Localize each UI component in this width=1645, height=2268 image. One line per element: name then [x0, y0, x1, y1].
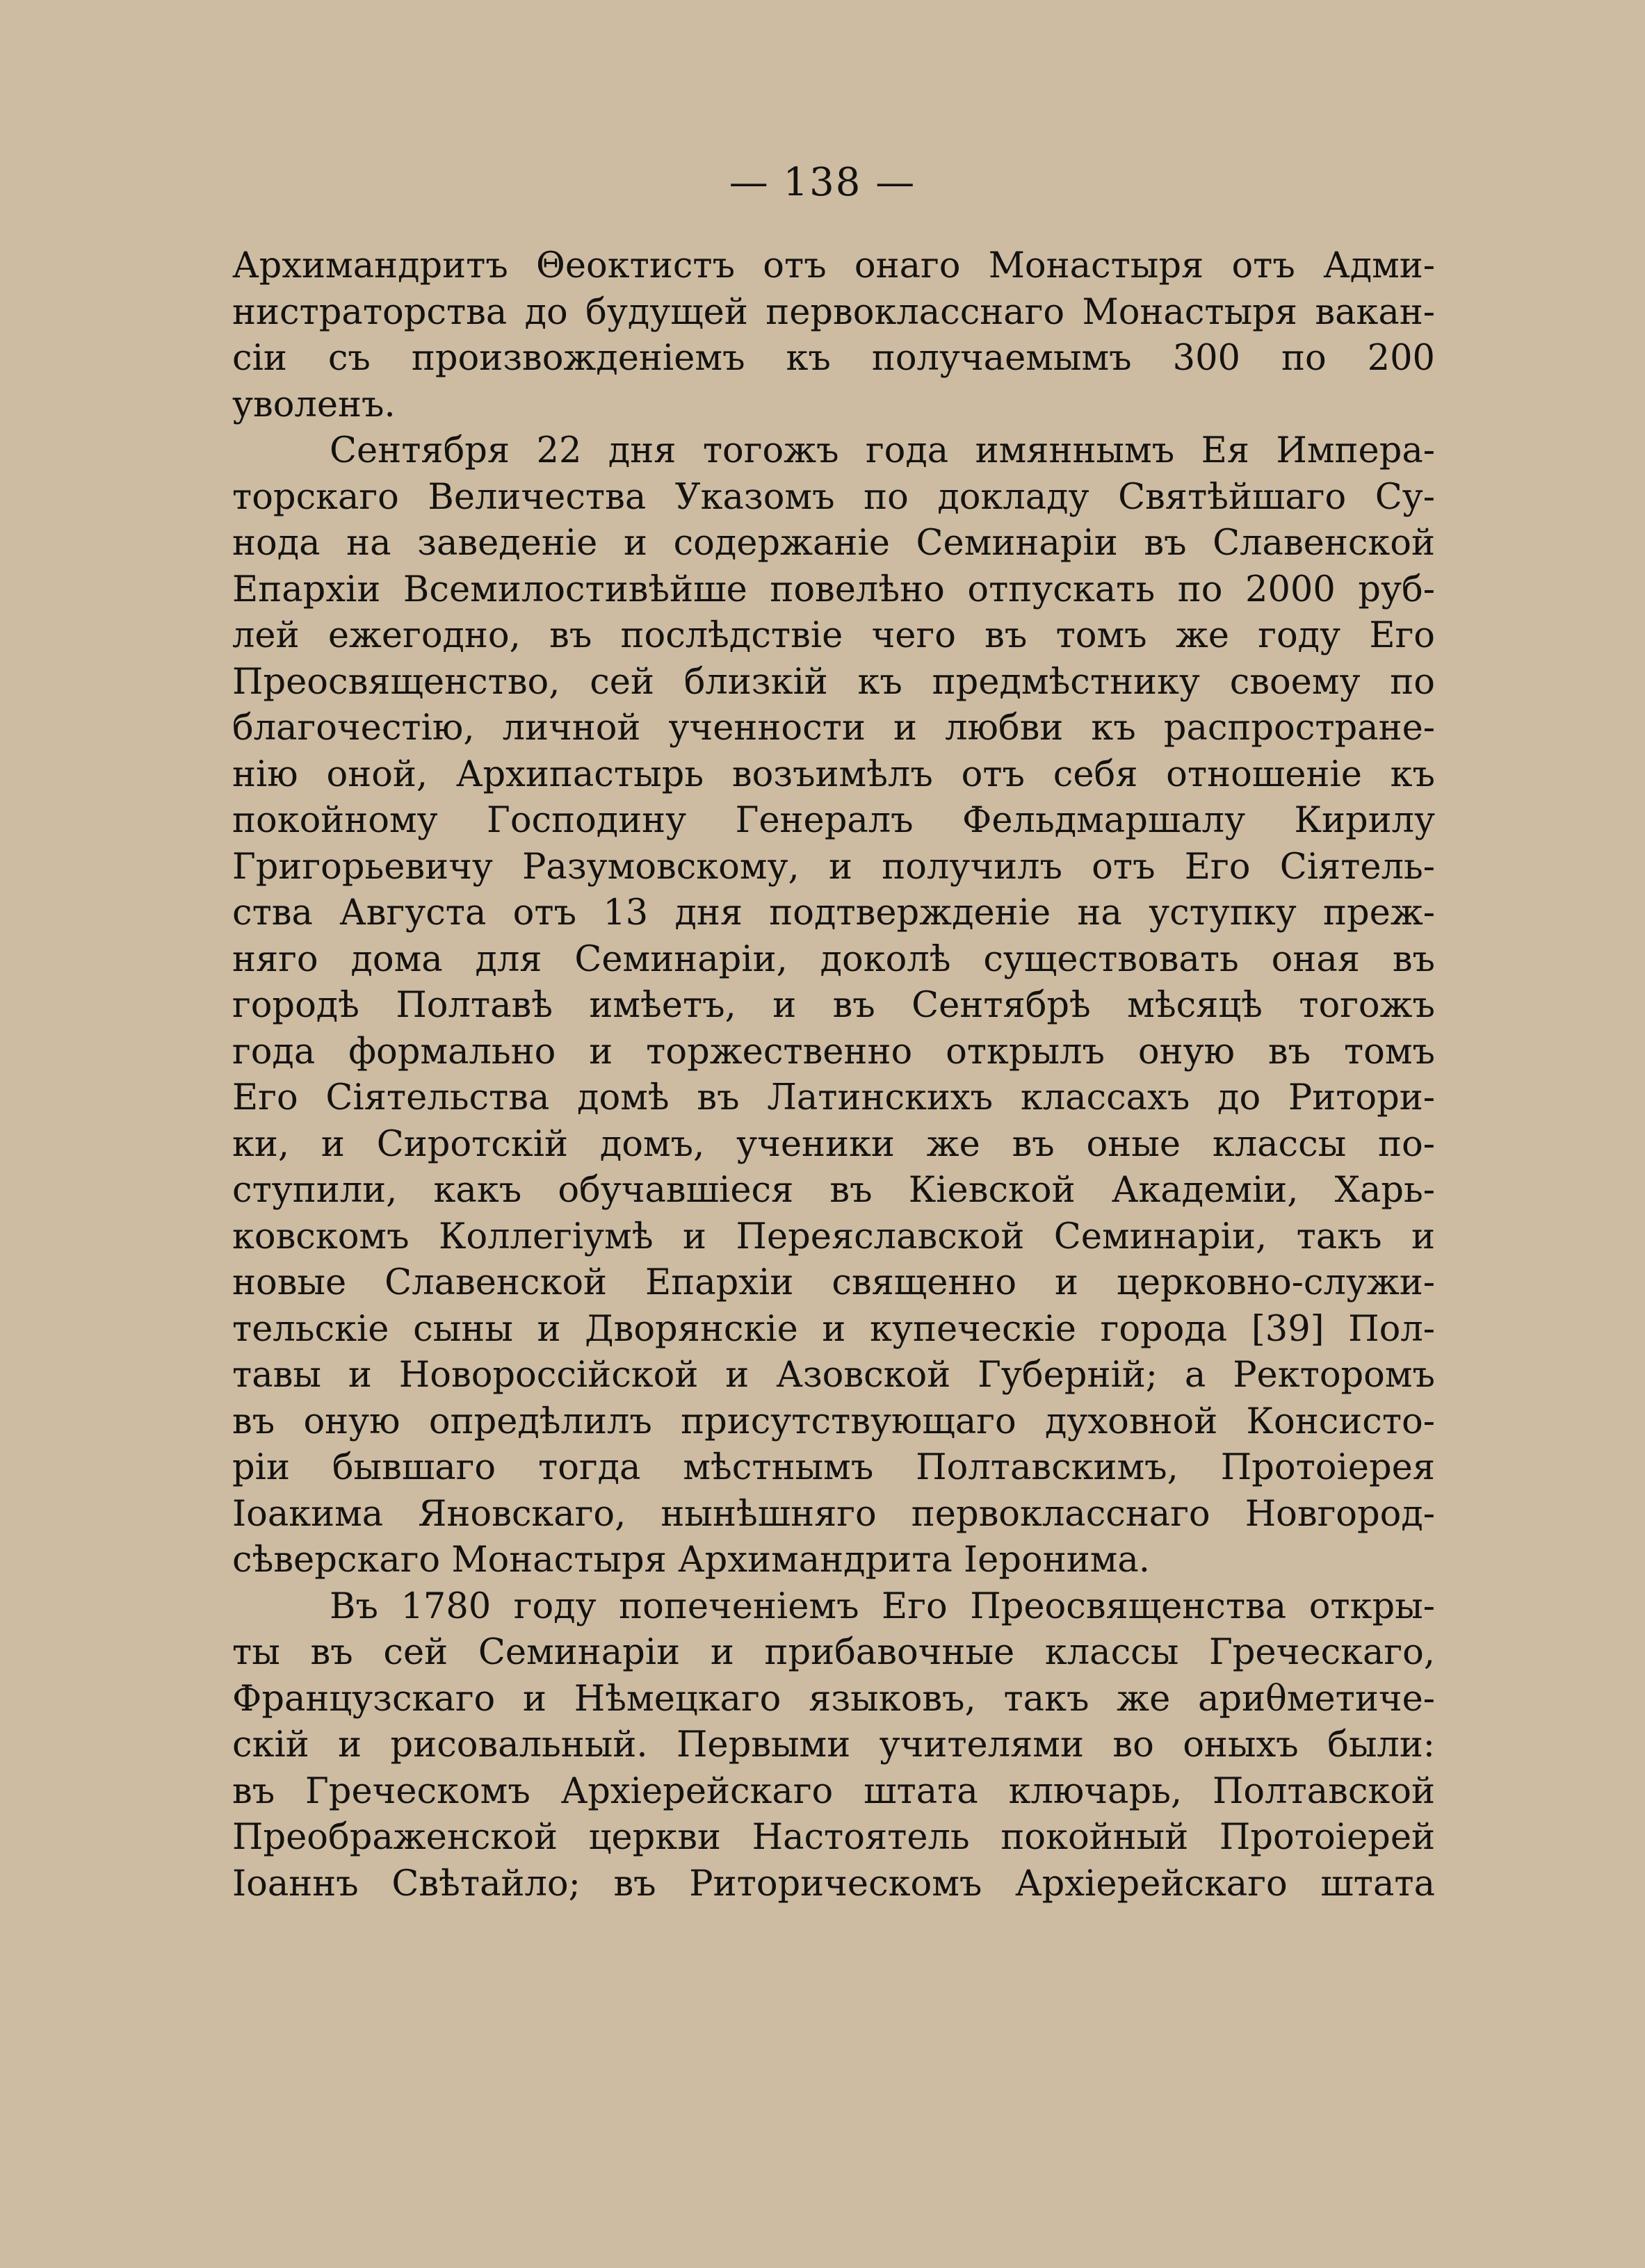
text-line: Французскаго и Нѣмецкаго языковъ, такъ же ариθметиче-	[232, 1678, 1435, 1720]
text-line: нода на заведеніе и содержаніе Семинаріи въ Славенской	[232, 523, 1435, 564]
text-line: года формально и торжественно открылъ оную въ томъ	[232, 1031, 1435, 1072]
paragraph	[232, 428, 1435, 1584]
text-line: Въ 1780 году попеченіемъ Его Преосвященства откры-	[330, 1585, 1435, 1627]
paragraph	[232, 1584, 1435, 1908]
text-line: городѣ Полтавѣ имѣетъ, и въ Сентябрѣ мѣсяцѣ тогожъ	[232, 985, 1435, 1026]
text-line: Григорьевичу Разумовскому, и получилъ отъ Его Сіятель-	[232, 846, 1435, 888]
text-line: торскаго Величества Указомъ по докладу Святѣйшаго Су-	[232, 476, 1435, 518]
page-number: — 138 —	[729, 160, 916, 205]
text-line: благочестію, личной ученности и любви къ распростране-	[232, 708, 1435, 749]
text-line: Преображенской церкви Настоятель покойный Протоіерей	[232, 1817, 1435, 1858]
paragraph	[232, 243, 1435, 428]
body-text	[232, 243, 1435, 1907]
text-line: няго дома для Семинаріи, доколѣ существовать оная въ	[232, 938, 1435, 980]
text-line: въ Греческомъ Архіерейскаго штата ключарь, Полтавской	[232, 1770, 1435, 1812]
text-line: покойному Господину Генералъ Фельдмаршалу Кирилу	[232, 800, 1435, 841]
text-line: ріи бывшаго тогда мѣстнымъ Полтавскимъ, Протоіерея	[232, 1447, 1435, 1488]
text-line: сіи съ произвожденіемъ къ получаемымъ 300 по 200	[232, 338, 1435, 379]
text-line: нистраторства до будущей первокласснаго Монастыря вакан-	[232, 291, 1435, 333]
text-line: Епархіи Всемилостивѣйше повелѣно отпускать по 2000 руб-	[232, 569, 1435, 610]
text-line: тельскіе сыны и Дворянскіе и купеческіе города [39] Пол-	[232, 1308, 1435, 1350]
text-line: новые Славенской Епархіи священно и церковно-служи-	[232, 1262, 1435, 1303]
text-line: ковскомъ Коллегіумѣ и Переяславской Семинаріи, такъ и	[232, 1216, 1435, 1257]
text-line: Іоаннъ Свѣтайло; въ Риторическомъ Архіерейскаго штата	[232, 1863, 1435, 1904]
text-line: ты въ сей Семинаріи и прибавочные классы Греческаго,	[232, 1632, 1435, 1673]
text-line: уволенъ.	[232, 384, 396, 425]
text-line: ки, и Сиротскій домъ, ученики же въ оные классы по-	[232, 1123, 1435, 1165]
text-line: Іоакима Яновскаго, нынѣшняго первокласснаго Новгород-	[232, 1493, 1435, 1535]
text-line: ступили, какъ обучавшіеся въ Кіевской Академіи, Харь-	[232, 1170, 1435, 1211]
text-line: сѣверскаго Монастыря Архимандрита Іеронима.	[232, 1540, 1150, 1581]
text-line: скій и рисовальный. Первыми учителями во оныхъ были:	[232, 1724, 1435, 1765]
text-line: нію оной, Архипастырь возъимѣлъ отъ себя отношеніе къ	[232, 753, 1435, 795]
text-line: въ оную опредѣлилъ присутствующаго духовной Консисто-	[232, 1401, 1435, 1442]
text-line: Его Сіятельства домѣ въ Латинскихъ классахъ до Ритори-	[232, 1077, 1435, 1118]
text-line: Архимандритъ Θеоктистъ отъ онаго Монастыря отъ Адми-	[232, 245, 1435, 286]
text-line: Преосвященство, сей близкій къ предмѣстнику своему по	[232, 661, 1435, 703]
text-line: тавы и Новороссійской и Азовской Губерній; а Ректоромъ	[232, 1355, 1435, 1396]
text-line: Сентября 22 дня тогожъ года имяннымъ Ея Импера-	[330, 430, 1435, 471]
text-line: ства Августа отъ 13 дня подтвержденіе на уступку преж-	[232, 892, 1435, 933]
text-line: лей ежегодно, въ послѣдствіе чего въ томъ же году Его	[232, 615, 1435, 656]
